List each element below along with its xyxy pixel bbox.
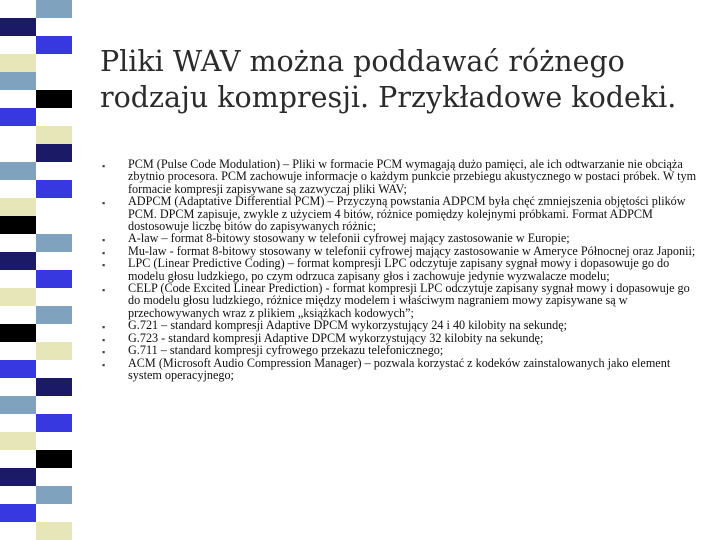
list-item xyxy=(100,158,700,195)
bullet-icon: ▪ xyxy=(102,161,106,171)
sidebar-square xyxy=(36,216,72,234)
sidebar-row xyxy=(0,432,72,450)
sidebar-row xyxy=(0,144,72,162)
sidebar-square xyxy=(36,126,72,144)
sidebar-row xyxy=(0,36,72,54)
sidebar-square xyxy=(0,18,36,36)
sidebar-square xyxy=(0,432,36,450)
list-item-text: G.721 – standard kompresji Adaptive DPCM wykorzystujący 24 i 40 kilobity na sekundę; xyxy=(128,318,568,333)
sidebar-square xyxy=(36,36,72,54)
decorative-sidebar xyxy=(0,0,72,540)
sidebar-row xyxy=(0,450,72,468)
list-item xyxy=(100,257,700,282)
sidebar-square xyxy=(36,396,72,414)
sidebar-square xyxy=(0,36,36,54)
sidebar-row xyxy=(0,90,72,108)
list-item-text: G.723 - standard kompresji Adaptive DPCM wykorzystujący 32 kilobity na sekundę; xyxy=(128,330,544,345)
sidebar-square xyxy=(36,378,72,396)
list-item-text: CELP (Code Excited Linear Prediction) - format kompresji LPC odczytuje zapisany sygnał mowy i dopasowuje go do modelu głosu ludzkiego, różnice między modelem i właściwym nagraniem mowy zapisywane są w przechowywanych wraz z plikiem „książkach kodowych”; xyxy=(128,281,690,320)
sidebar-square xyxy=(36,252,72,270)
sidebar-square xyxy=(36,108,72,126)
sidebar-row xyxy=(0,342,72,360)
sidebar-row xyxy=(0,522,72,540)
sidebar-square xyxy=(36,468,72,486)
bullet-icon: ▪ xyxy=(102,260,106,271)
sidebar-square xyxy=(0,198,36,216)
sidebar-square xyxy=(0,0,36,18)
sidebar-row xyxy=(0,306,72,324)
sidebar-square xyxy=(36,90,72,108)
list-item-text: Mu-law - format 8-bitowy stosowany w telefonii cyfrowej mający zastosowanie w Ameryce Północnej oraz Japonii; xyxy=(128,243,696,258)
sidebar-square xyxy=(0,234,36,252)
sidebar-square xyxy=(36,450,72,468)
sidebar-square xyxy=(0,180,36,198)
sidebar-row xyxy=(0,108,72,126)
sidebar-square xyxy=(36,0,72,18)
sidebar-row xyxy=(0,396,72,414)
sidebar-row xyxy=(0,270,72,288)
slide-title: Pliki WAV można poddawać różnego rodzaju kompresji. Przykładowe kodeki. xyxy=(100,45,677,114)
sidebar-square xyxy=(0,486,36,504)
sidebar-square xyxy=(0,378,36,396)
sidebar-square xyxy=(36,234,72,252)
list-item-text: ACM (Microsoft Audio Compression Manager) – pozwala korzystać z kodeków zainstalowanych jako element system operacyjnego; xyxy=(128,355,671,382)
sidebar-row xyxy=(0,288,72,306)
sidebar-row xyxy=(0,162,72,180)
sidebar-square xyxy=(36,432,72,450)
sidebar-square xyxy=(0,162,36,180)
sidebar-row xyxy=(0,360,72,378)
sidebar-square xyxy=(36,522,72,540)
sidebar-row xyxy=(0,414,72,432)
sidebar-square xyxy=(36,342,72,360)
bullet-icon: ▪ xyxy=(102,198,106,209)
sidebar-square xyxy=(0,396,36,414)
sidebar-square xyxy=(36,486,72,504)
bullet-icon: ▪ xyxy=(102,334,106,345)
sidebar-square xyxy=(36,162,72,180)
sidebar-square xyxy=(0,324,36,342)
bullet-icon: ▪ xyxy=(102,347,106,358)
sidebar-square xyxy=(0,252,36,270)
list-item-text: LPC (Linear Predictive Coding) – format kompresji LPC odczytuje zapisany sygnał mowy i dopasowuje go do modelu głosu ludzkiego, po czym odrzuca zapisany głos i zachowuje jedynie wyzwalacze modelu; xyxy=(128,256,670,283)
sidebar-square xyxy=(0,144,36,162)
sidebar-square xyxy=(0,342,36,360)
sidebar-row xyxy=(0,252,72,270)
bullet-icon: ▪ xyxy=(102,247,106,258)
sidebar-square xyxy=(0,504,36,522)
sidebar-row xyxy=(0,486,72,504)
list-item-text: PCM (Pulse Code Modulation) – Pliki w formacie PCM wymagają dużo pamięci, ale ich odtwarzanie nie obciąża zbytnio procesora. PCM zachowuje informacje o każdym punkcie przebiegu akustycznego w postaci próbek. W tym formacie kompresji zapisywane są zazwyczaj pliki WAV; xyxy=(128,157,697,196)
sidebar-square xyxy=(36,288,72,306)
sidebar-square xyxy=(0,306,36,324)
list-item xyxy=(100,282,700,319)
list-item-text: ADPCM (Adaptative Differential PCM) – Przyczyną powstania ADPCM była chęć zmniejszenia objętości plików PCM. DPCM zapisuje, zwykle z użyciem 4 bitów, różnice pomiędzy kolejnymi próbkami. Format ADPCM dostosowuje liczbę bitów do zapisywanych różnic; xyxy=(128,194,686,234)
sidebar-square xyxy=(36,144,72,162)
sidebar-row xyxy=(0,216,72,234)
sidebar-square xyxy=(36,72,72,90)
codec-list xyxy=(100,158,700,381)
sidebar-row xyxy=(0,54,72,72)
sidebar-square xyxy=(0,450,36,468)
sidebar-square xyxy=(0,108,36,126)
sidebar-square xyxy=(36,180,72,198)
sidebar-square xyxy=(0,54,36,72)
sidebar-square xyxy=(0,522,36,540)
sidebar-square xyxy=(0,126,36,144)
list-item-text: G.711 – standard kompresji cyfrowego przekazu telefonicznego; xyxy=(128,343,444,358)
sidebar-square xyxy=(36,360,72,378)
list-item xyxy=(100,357,700,382)
sidebar-row xyxy=(0,504,72,522)
sidebar-square xyxy=(0,270,36,288)
sidebar-square xyxy=(36,504,72,522)
sidebar-row xyxy=(0,324,72,342)
sidebar-square xyxy=(0,414,36,432)
sidebar-square xyxy=(0,288,36,306)
sidebar-square xyxy=(36,270,72,288)
bullet-icon: ▪ xyxy=(102,359,106,370)
sidebar-square xyxy=(0,468,36,486)
sidebar-square xyxy=(36,306,72,324)
sidebar-square xyxy=(0,360,36,378)
sidebar-square xyxy=(36,414,72,432)
sidebar-row xyxy=(0,180,72,198)
sidebar-row xyxy=(0,234,72,252)
sidebar-row xyxy=(0,72,72,90)
sidebar-row xyxy=(0,18,72,36)
sidebar-square xyxy=(36,54,72,72)
sidebar-row xyxy=(0,126,72,144)
list-item xyxy=(100,195,700,232)
sidebar-square xyxy=(0,216,36,234)
sidebar-row xyxy=(0,198,72,216)
sidebar-row xyxy=(0,0,72,18)
sidebar-square xyxy=(36,324,72,342)
bullet-icon: ▪ xyxy=(102,322,106,333)
sidebar-square xyxy=(0,72,36,90)
sidebar-row xyxy=(0,468,72,486)
sidebar-square xyxy=(36,198,72,216)
list-item-text: A-law – format 8-bitowy stosowany w telefonii cyfrowej mający zastosowanie w Europie; xyxy=(128,231,570,246)
sidebar-square xyxy=(0,90,36,108)
bullet-icon: ▪ xyxy=(102,235,106,246)
bullet-icon: ▪ xyxy=(102,285,106,296)
sidebar-square xyxy=(36,18,72,36)
sidebar-row xyxy=(0,378,72,396)
